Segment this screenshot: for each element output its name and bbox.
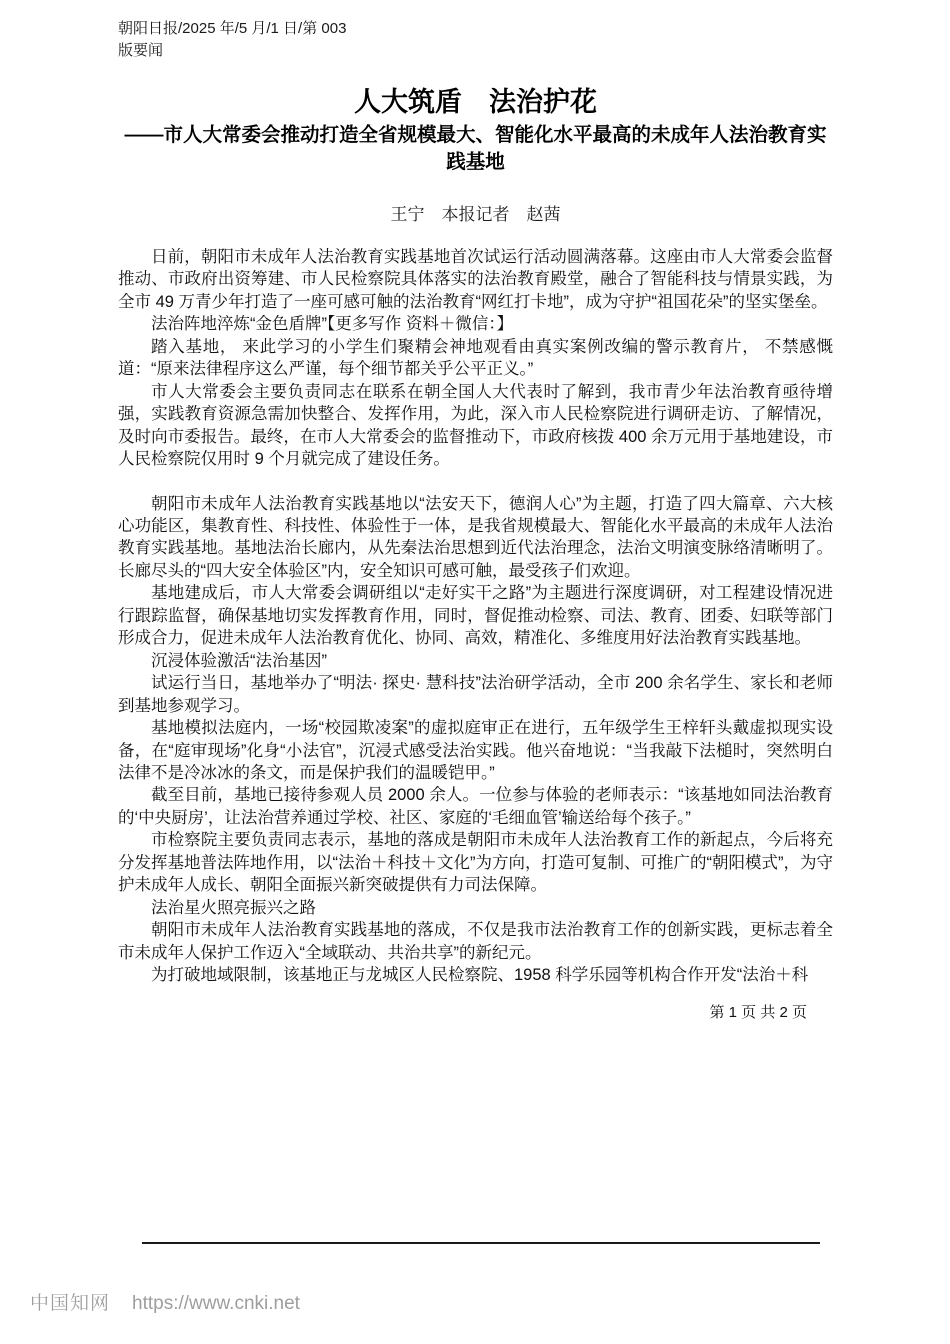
paragraph-spacer [118,471,833,493]
article-paragraph: 试运行当日，基地举办了“明法· 探史· 慧科技”法治研学活动，全市 200 余名学生、家长和老师到基地参观学习。 [118,674,833,715]
article-paragraph: 基地模拟法庭内，一场“校园欺凌案”的虚拟庭审正在进行，五年级学生王梓轩头戴虚拟现实设备，在“庭审现场”化身“小法官”，沉浸式感受法治实践。他兴奋地说：“当我敲下法槌时，突然明白法律不是冷冰冰的条文，而是保护我们的温暖铠甲。” [118,719,833,782]
article-title: 人大筑盾 法治护花 [354,87,597,117]
source-header [118,18,833,61]
article-body [118,246,833,987]
section-heading: 法治星火照亮振兴之路 [151,898,316,917]
section-heading: 法治阵地淬炼“金色盾牌”【更多写作 资料＋微信：】 [151,315,514,334]
cnki-watermark [30,1288,300,1315]
article-paragraph: 日前，朝阳市未成年人法治教育实践基地首次试运行活动圆满落幕。这座由市人大常委会监督推动、市政府出资筹建、市人民检察院具体落实的法治教育殿堂，融合了智能科技与情景实践，为全市 49 万青少年打造了一座可感可触的法治教育“网红打卡地”，成为守护“祖国花朵”的坚实堡垒。 [118,248,833,311]
footer-divider [142,1242,820,1244]
cnki-logo-text: 中国知网 [30,1293,111,1314]
article-paragraph: 为打破地域限制，该基地正与龙城区人民检察院、1958 科学乐园等机构合作开发“法治＋科 [151,966,809,985]
article-subtitle: ——市人大常委会推动打造全省规模最大、智能化水平最高的未成年人法治教育实践基地 [124,124,827,173]
article-paragraph: 踏入基地， 来此学习的小学生们聚精会神地观看由真实案例改编的警示教育片， 不禁感慨道：“原来法律程序这么严谨，每个细节都关乎公平正义。” [118,337,833,379]
article-paragraph: 市检察院主要负责同志表示，基地的落成是朝阳市未成年人法治教育工作的新起点，今后将充分发挥基地普法阵地作用，以“法治＋科技＋文化”为方向，打造可复制、可推广的“朝阳模式”，为守护未成年人成长、朝阳全面振兴新突破提供有力司法保障。 [118,831,833,895]
cnki-url: https://www.cnki.net [132,1293,300,1314]
source-header-line2: 版要闻 [118,41,164,59]
article-paragraph: 朝阳市未成年人法治教育实践基地以“法安天下，德润人心”为主题，打造了四大篇章、六大核心功能区，集教育性、科技性、体验性于一体，是我省规模最大、智能化水平最高的未成年人法治教育实践基地。基地法治长廊内，从先秦法治思想到近代法治理念，法治文明演变脉络清晰明了。长廊尽头的“四大安全体验区”内，安全知识可感可触，最受孩子们欢迎。 [118,494,833,580]
source-header-line1: 朝阳日报/2025 年/5 月/1 日/第 003 [118,20,347,37]
article-paragraph: 基地建成后，市人大常委会调研组以“走好实干之路”为主题进行深度调研，对工程建设情况进行跟踪监督，确保基地切实发挥教育作用，同时，督促推动检察、司法、教育、团委、妇联等部门形成合力，促进未成年人法治教育优化、协同、高效，精准化、多维度用好法治教育实践基地。 [118,584,833,648]
article-paragraph: 截至目前，基地已接待参观人员 2000 余人。一位参与体验的老师表示：“该基地如同法治教育的‘中央厨房’，让法治营养通过学校、社区、家庭的‘毛细血管’输送给每个孩子。” [118,786,833,827]
page-content [118,18,833,1022]
article-paragraph: 市人大常委会主要负责同志在联系在朝全国人大代表时了解到，我市青少年法治教育亟待增强，实践教育资源急需加快整合、发挥作用，为此，深入市人民检察院进行调研走访、了解情况，及时向市委报告。最终，在市人大常委会的监督推动下，市政府核拨 400 余万元用于基地建设，市人民检察院仅用时 9 个月就完成了建设任务。 [118,382,833,469]
section-heading: 沉浸体验激活“法治基因” [151,651,327,670]
article-byline: 王宁 本报记者 赵茜 [390,205,561,224]
page-indicator: 第 1 页 共 2 页 [709,1003,807,1021]
article-paragraph: 朝阳市未成年人法治教育实践基地的落成，不仅是我市法治教育工作的创新实践，更标志着全市未成年人保护工作迈入“全域联动、共治共享”的新纪元。 [118,921,833,962]
